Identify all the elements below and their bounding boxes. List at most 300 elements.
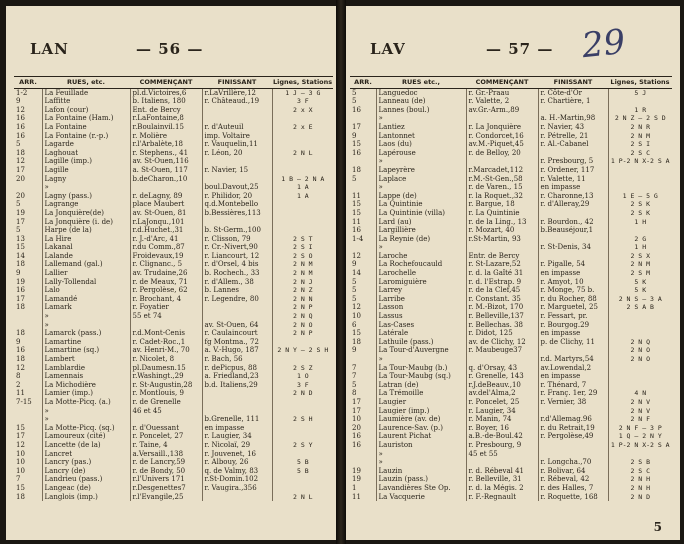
- table-row: [350, 278, 672, 287]
- table-row: [350, 407, 672, 416]
- table-cell: 17: [350, 123, 376, 132]
- table-cell: Lancret: [42, 450, 130, 459]
- table-cell: b. St-Germ.,100: [202, 226, 272, 235]
- table-cell: Lapeyrère: [376, 166, 466, 175]
- table-cell: 12: [350, 303, 376, 312]
- table-cell: [202, 398, 272, 407]
- table-cell: 8: [350, 389, 376, 398]
- right-street-table: [350, 76, 672, 501]
- table-cell: Lalande: [42, 252, 130, 261]
- table-cell: 15: [14, 243, 42, 252]
- table-cell: 2 N M: [293, 269, 313, 278]
- table-cell: r. Châteaud.,19: [202, 97, 272, 106]
- table-cell: 14: [14, 252, 42, 261]
- table-row: [350, 389, 672, 398]
- table-cell: 2 N Q: [630, 337, 651, 346]
- table-cell: [272, 200, 333, 209]
- table-cell: r. Maubeuge37: [466, 346, 538, 355]
- table-row: [14, 484, 333, 493]
- table-cell: r. Gr.-Praau: [466, 88, 538, 97]
- table-row: [350, 157, 672, 166]
- table-cell: av.Lowendal,2: [538, 364, 608, 373]
- table-cell: 15: [350, 140, 376, 149]
- right-table-header: [350, 77, 672, 89]
- table-cell: a. Friedland,23: [202, 372, 272, 381]
- table-cell: 13: [14, 235, 42, 244]
- table-row: [14, 149, 333, 158]
- table-cell: r. Presbourg, 9: [466, 441, 538, 450]
- table-cell: [466, 458, 538, 467]
- table-cell: Lamandé: [42, 295, 130, 304]
- table-cell: r.St-Martin, 93: [466, 235, 538, 244]
- table-cell: fg Montma., 72: [202, 338, 272, 347]
- table-cell: »: [42, 312, 130, 321]
- table-row: [14, 295, 333, 304]
- table-cell: 10: [350, 415, 376, 424]
- table-cell: r. Clisson, 79: [202, 235, 272, 244]
- table-cell: 2 S C: [630, 148, 651, 157]
- table-cell: [538, 346, 608, 355]
- table-row: [14, 493, 333, 502]
- table-cell: r.d. Martyrs,54: [538, 355, 608, 364]
- table-cell: 16: [350, 149, 376, 158]
- table-cell: Lappe (de): [376, 192, 466, 201]
- table-cell: [14, 407, 42, 416]
- table-cell: r. Côte-d'Or: [538, 88, 608, 97]
- table-cell: Laffitte: [42, 97, 130, 106]
- table-cell: 15: [14, 484, 42, 493]
- table-cell: Lambert: [42, 355, 130, 364]
- table-row: [350, 235, 672, 244]
- table-cell: [202, 493, 272, 502]
- table-row: [14, 372, 333, 381]
- table-cell: 5 B: [296, 458, 309, 467]
- table-cell: r.M.-St-Gen.,58: [466, 175, 538, 184]
- table-cell: Laroche: [376, 252, 466, 261]
- table-cell: r. Monge, 75 b.: [538, 286, 608, 295]
- table-row: [14, 243, 333, 252]
- table-cell: en impasse: [202, 424, 272, 433]
- left-running-head: LAN: [30, 40, 69, 58]
- table-cell: 2 x E: [293, 122, 313, 131]
- table-cell: Lavandières Ste Op.: [376, 484, 466, 493]
- table-cell: 2 S Y: [293, 440, 313, 449]
- table-row: [14, 123, 333, 132]
- table-cell: Laugier (imp.): [376, 407, 466, 416]
- table-row: [350, 484, 672, 493]
- table-cell: av.M.-Piquet,45: [466, 140, 538, 149]
- table-cell: La Michodière: [42, 381, 130, 390]
- table-row: [350, 458, 672, 467]
- table-cell: 2 S Z: [293, 363, 313, 372]
- table-cell: [202, 106, 272, 115]
- table-cell: r. de Belloy, 20: [466, 149, 538, 158]
- table-row: [14, 278, 333, 287]
- table-cell: »: [42, 415, 130, 424]
- table-cell: 5 B: [296, 466, 309, 475]
- left-street-table: [14, 76, 333, 501]
- left-table-header: [14, 77, 333, 89]
- table-cell: [14, 321, 42, 330]
- table-row: [350, 415, 672, 424]
- table-cell: La Tour-Maubg (b.): [376, 364, 466, 373]
- table-cell: r. Valette, 11: [538, 175, 608, 184]
- table-cell: Lanneau (de): [376, 97, 466, 106]
- table-cell: 2 N Z: [293, 286, 313, 295]
- table-row: [350, 338, 672, 347]
- table-cell: r. Clignanc., 5: [130, 260, 202, 269]
- table-cell: r. Bolivar, 64: [538, 467, 608, 476]
- table-cell: 11: [350, 192, 376, 201]
- table-row: [14, 106, 333, 115]
- table-cell: [538, 450, 608, 459]
- table-cell: 15: [350, 329, 376, 338]
- column-header: FINISSANT: [538, 77, 608, 89]
- table-row: [14, 269, 333, 278]
- table-cell: Laplace: [376, 175, 466, 184]
- table-cell: Lagrange: [42, 200, 130, 209]
- table-cell: Laos (du): [376, 140, 466, 149]
- table-cell: r. Foyatier: [130, 303, 202, 312]
- table-cell: 18: [14, 493, 42, 502]
- table-cell: r. Caulaincourt: [202, 329, 272, 338]
- table-cell: 2 x X: [293, 105, 313, 114]
- table-cell: r.Washingt.,29: [130, 372, 202, 381]
- table-cell: 2 N F: [630, 415, 651, 424]
- table-cell: r. Montlouis, 9: [130, 389, 202, 398]
- table-cell: Lafon (cour): [42, 106, 130, 115]
- table-cell: 18: [14, 260, 42, 269]
- table-cell: r. Pergolèse,49: [538, 432, 608, 441]
- table-cell: [272, 132, 333, 141]
- table-row: [350, 97, 672, 106]
- table-cell: r. Molière: [130, 132, 202, 141]
- table-cell: Lamark: [42, 303, 130, 312]
- table-cell: r. de Lancry,59: [130, 458, 202, 467]
- table-cell: 17: [14, 218, 42, 227]
- table-cell: r. Vauquelin,11: [202, 140, 272, 149]
- table-cell: 2 S I: [630, 140, 651, 149]
- table-cell: Entr. de Bercy: [466, 252, 538, 261]
- table-cell: Lamblardie: [42, 364, 130, 373]
- table-row: [14, 157, 333, 166]
- table-cell: 16: [14, 123, 42, 132]
- table-row: [14, 209, 333, 218]
- table-cell: av. de Clichy, 12: [466, 338, 538, 347]
- table-cell: 10: [350, 312, 376, 321]
- table-cell: [538, 209, 608, 218]
- table-cell: 2 N H: [630, 475, 651, 484]
- table-cell: Lancette (de la): [42, 441, 130, 450]
- table-cell: av. St-Ouen,116: [130, 157, 202, 166]
- table-cell: r. Constant. 35: [466, 295, 538, 304]
- table-cell: Lamarck (pass.): [42, 329, 130, 338]
- table-row: [350, 192, 672, 201]
- table-cell: 1 P-2 N X-2 S A: [610, 440, 670, 449]
- table-cell: Langlois (imp.): [42, 493, 130, 502]
- table-cell: r. Navier, 15: [202, 166, 272, 175]
- table-cell: 2 N P: [293, 303, 313, 312]
- table-row: [14, 407, 333, 416]
- table-cell: 16: [14, 346, 42, 355]
- table-row: [350, 175, 672, 184]
- table-cell: 5: [14, 226, 42, 235]
- table-cell: r. Belleville,137: [466, 312, 538, 321]
- table-row: [350, 269, 672, 278]
- table-cell: 2 N O: [630, 355, 651, 363]
- table-cell: [272, 484, 333, 493]
- table-cell: r. La Quintinie: [466, 209, 538, 218]
- table-cell: [272, 226, 333, 235]
- column-header: RUES, etc.: [42, 77, 130, 89]
- table-cell: Lauzin (pass.): [376, 475, 466, 484]
- table-cell: en impasse: [538, 372, 608, 381]
- table-cell: av. Henri-M., 70: [130, 346, 202, 355]
- table-cell: r. Nicolet, 8: [130, 355, 202, 364]
- table-cell: [272, 355, 333, 364]
- table-cell: [466, 157, 538, 166]
- table-cell: 2 N L: [293, 492, 313, 501]
- table-row: [14, 114, 333, 123]
- table-cell: 7: [14, 475, 42, 484]
- table-cell: Lagille (imp.): [42, 157, 130, 166]
- table-cell: 1: [350, 484, 376, 493]
- table-cell: 20: [14, 175, 42, 184]
- table-row: [350, 106, 672, 115]
- table-cell: av. St-Ouen, 81: [130, 209, 202, 218]
- table-row: [14, 218, 333, 227]
- table-cell: 12: [14, 364, 42, 373]
- table-cell: r. d'Orsel, 4 bis: [202, 260, 272, 269]
- table-cell: 1 E — 5 G: [622, 191, 658, 200]
- table-cell: 9: [350, 132, 376, 141]
- table-cell: av. Trudaine,26: [130, 269, 202, 278]
- table-cell: r. M.-Bizot, 170: [466, 303, 538, 312]
- table-cell: r. St-Denis, 34: [538, 243, 608, 252]
- table-row: [350, 424, 672, 433]
- table-cell: [608, 166, 672, 175]
- table-cell: r. du Retrait,19: [538, 424, 608, 433]
- table-cell: 12: [350, 252, 376, 261]
- table-row: [14, 329, 333, 338]
- table-cell: 2 N S — 3 A: [618, 294, 662, 303]
- table-cell: r.d.Mont-Cenis: [130, 329, 202, 338]
- table-cell: [350, 243, 376, 252]
- table-row: [350, 467, 672, 476]
- table-cell: 14: [350, 269, 376, 278]
- table-cell: 5: [350, 286, 376, 295]
- table-cell: r. Léon, 20: [202, 149, 272, 158]
- table-cell: b.Beauséjour,1: [538, 226, 608, 235]
- table-row: [14, 338, 333, 347]
- table-cell: 8: [14, 372, 42, 381]
- table-cell: [272, 407, 333, 416]
- table-row: [350, 450, 672, 459]
- table-cell: 2 S K: [630, 200, 651, 209]
- table-cell: [272, 209, 333, 218]
- table-cell: 5: [350, 97, 376, 106]
- table-cell: La Quintinie: [376, 200, 466, 209]
- table-cell: 2 N Y — 2 S H: [277, 346, 329, 355]
- table-cell: 2 N J: [293, 277, 313, 286]
- column-header: Lignes, Stations: [608, 77, 672, 89]
- table-cell: imp. Voltaire: [202, 132, 272, 141]
- table-cell: b. Rochech., 33: [202, 269, 272, 278]
- table-cell: r. du Rocher, 88: [538, 295, 608, 304]
- table-row: [14, 441, 333, 450]
- table-row: [350, 364, 672, 373]
- table-cell: r. Thénard, 7: [538, 381, 608, 390]
- table-cell: 1 B — 2 N A: [281, 174, 325, 183]
- table-row: [14, 97, 333, 106]
- table-cell: Latérale: [376, 329, 466, 338]
- table-cell: r.LaVrillère,12: [202, 88, 272, 97]
- table-cell: 16: [350, 432, 376, 441]
- table-row: [350, 475, 672, 484]
- table-cell: 1 J — 3 G: [285, 88, 321, 97]
- table-cell: [202, 312, 272, 321]
- table-cell: b. Italiens, 180: [130, 97, 202, 106]
- table-cell: r. Didot, 125: [466, 329, 538, 338]
- table-cell: pl.d.Victoires,6: [130, 88, 202, 97]
- table-cell: Lapérouse: [376, 149, 466, 158]
- table-cell: [272, 166, 333, 175]
- table-cell: Lannes (boul.): [376, 106, 466, 115]
- table-row: [350, 218, 672, 227]
- table-cell: [350, 114, 376, 123]
- table-cell: en impasse: [538, 329, 608, 338]
- table-cell: q.d.Montebello: [202, 200, 272, 209]
- table-cell: 18: [14, 355, 42, 364]
- table-cell: r. Manin, 74: [466, 415, 538, 424]
- table-cell: [272, 218, 333, 227]
- table-cell: 2 G: [634, 234, 647, 243]
- table-cell: r. Bourdon., 42: [538, 218, 608, 227]
- table-cell: 11: [350, 493, 376, 502]
- table-row: [14, 226, 333, 235]
- table-cell: 2 N F — 3 P: [618, 423, 662, 432]
- table-cell: La Jonquière(de): [42, 209, 130, 218]
- table-cell: [608, 321, 672, 330]
- table-row: [350, 398, 672, 407]
- table-row: [350, 321, 672, 330]
- table-cell: Lantiez: [376, 123, 466, 132]
- table-cell: r. de Meaux, 71: [130, 278, 202, 287]
- table-cell: [272, 157, 333, 166]
- table-cell: 5: [14, 140, 42, 149]
- table-cell: [272, 424, 333, 433]
- table-row: [14, 398, 333, 407]
- table-row: [350, 303, 672, 312]
- table-cell: r. Poncelet, 25: [466, 398, 538, 407]
- table-cell: 1 A: [296, 191, 309, 200]
- table-cell: 15: [350, 209, 376, 218]
- table-cell: 10: [14, 450, 42, 459]
- table-cell: 1-2: [14, 88, 42, 97]
- table-cell: [608, 372, 672, 381]
- table-cell: La Rochefoucauld: [376, 260, 466, 269]
- table-cell: [14, 415, 42, 424]
- table-cell: [272, 432, 333, 441]
- table-cell: [608, 226, 672, 235]
- table-cell: r. Navier, 43: [538, 123, 608, 132]
- table-cell: Lamennais: [42, 372, 130, 381]
- table-cell: 2 S A B: [626, 303, 654, 312]
- table-cell: r. deLagny, 89: [130, 192, 202, 201]
- table-cell: 17: [14, 166, 42, 175]
- book-gutter: [336, 0, 346, 544]
- table-cell: [272, 114, 333, 123]
- table-cell: [130, 415, 202, 424]
- table-cell: r. Belleville, 31: [466, 475, 538, 484]
- table-cell: r. d'Auteuil: [202, 123, 272, 132]
- table-cell: Lamartine: [42, 338, 130, 347]
- table-cell: 2 N V: [630, 397, 651, 406]
- table-cell: r. d. l'Estrap. 9: [466, 278, 538, 287]
- table-cell: [608, 175, 672, 184]
- table-cell: 2 N N: [293, 294, 313, 303]
- table-cell: p. de Clichy, 11: [538, 338, 608, 347]
- table-cell: [538, 235, 608, 244]
- table-cell: 46 et 45: [130, 407, 202, 416]
- table-cell: Laumière (av. de): [376, 415, 466, 424]
- table-cell: 11: [14, 389, 42, 398]
- table-cell: [272, 398, 333, 407]
- table-cell: 17: [350, 407, 376, 416]
- table-cell: 16: [14, 132, 42, 141]
- table-cell: 9: [14, 338, 42, 347]
- folio-mark: 5: [653, 520, 662, 534]
- table-cell: [272, 140, 333, 149]
- table-cell: r.du Comm.,87: [130, 243, 202, 252]
- table-cell: r. Longcha.,70: [538, 458, 608, 467]
- table-cell: r. Ordener, 117: [538, 166, 608, 175]
- table-cell: Lallemand (gal.): [42, 260, 130, 269]
- table-row: [14, 260, 333, 269]
- table-cell: r. Jouvenet, 16: [202, 450, 272, 459]
- table-cell: en impasse: [538, 183, 608, 192]
- table-row: [14, 200, 333, 209]
- table-cell: b.Grenelle, 111: [202, 415, 272, 424]
- table-cell: Lallier: [42, 269, 130, 278]
- table-cell: Larochelle: [376, 269, 466, 278]
- table-row: [14, 321, 333, 330]
- table-cell: 2 S H: [293, 415, 313, 424]
- table-cell: Lally-Tollendal: [42, 278, 130, 287]
- table-cell: 2 N O: [630, 346, 651, 355]
- table-cell: 1-4: [350, 235, 376, 244]
- table-cell: Laurence-Sav. (p.): [376, 424, 466, 433]
- table-cell: 2 N D: [293, 389, 313, 398]
- table-cell: r. de la Clef,45: [466, 286, 538, 295]
- table-cell: Lauzin: [376, 467, 466, 476]
- table-cell: 16: [14, 286, 42, 295]
- table-cell: [608, 329, 672, 338]
- table-row: [350, 346, 672, 355]
- column-header: ARR.: [350, 77, 376, 89]
- table-cell: Lakanal: [42, 243, 130, 252]
- table-cell: r.Marcadet,112: [466, 166, 538, 175]
- table-cell: Larribe: [376, 295, 466, 304]
- table-row: [350, 372, 672, 381]
- table-cell: r. d. la Gaîté 31: [466, 269, 538, 278]
- table-row: [350, 432, 672, 441]
- table-cell: 11: [350, 218, 376, 227]
- table-cell: La Quintinie (villa): [376, 209, 466, 218]
- table-cell: 2 N M: [630, 131, 651, 140]
- right-page: [346, 6, 680, 540]
- table-cell: r. Vaugira.,356: [202, 484, 272, 493]
